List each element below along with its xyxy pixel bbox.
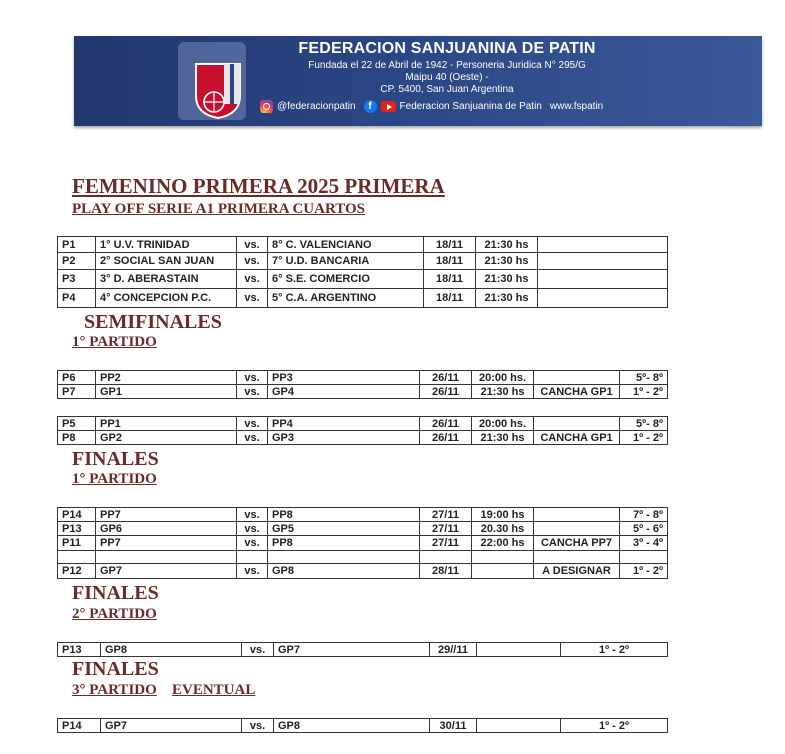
empty-cell xyxy=(538,289,668,308)
vs-label: vs. xyxy=(237,431,268,445)
home-team: GP6 xyxy=(96,522,237,536)
away-team: 8° C. VALENCIANO xyxy=(268,237,424,253)
match-time: 20.30 hs xyxy=(472,522,534,536)
home-team: 2° SOCIAL SAN JUAN xyxy=(96,253,237,270)
match-venue: CANCHA GP1 xyxy=(534,431,620,445)
match-id: P12 xyxy=(58,564,96,579)
home-team: PP2 xyxy=(96,371,237,385)
away-team: GP8 xyxy=(274,719,430,733)
away-team: PP8 xyxy=(268,508,420,522)
match-date: 29//11 xyxy=(430,643,477,657)
finales-1-heading: FINALES xyxy=(72,448,159,470)
table-row xyxy=(58,289,668,308)
match-venue xyxy=(534,522,620,536)
home-team: 1° U.V. TRINIDAD xyxy=(96,237,237,253)
vs-label: vs. xyxy=(237,371,268,385)
vs-label: vs. xyxy=(237,508,268,522)
match-places: 5º- 8º xyxy=(620,371,668,385)
match-date: 18/11 xyxy=(424,253,476,270)
federation-title: FEDERACION SANJUANINA DE PATIN xyxy=(298,40,596,57)
vs-label: vs. xyxy=(237,536,268,551)
home-team: PP7 xyxy=(96,536,237,551)
match-venue: A DESIGNAR xyxy=(534,564,620,579)
match-places: 5º- 8º xyxy=(620,417,668,431)
table-row xyxy=(58,417,668,431)
away-team: PP3 xyxy=(268,371,420,385)
match-id: P1 xyxy=(58,237,96,253)
away-team: GP3 xyxy=(268,431,420,445)
vs-label: vs. xyxy=(237,522,268,536)
table-row xyxy=(58,253,668,270)
away-team: GP5 xyxy=(268,522,420,536)
match-date: 27/11 xyxy=(420,508,472,522)
match-date: 26/11 xyxy=(420,431,472,445)
away-team: GP7 xyxy=(274,643,430,657)
match-time: 21:30 hs xyxy=(476,270,538,289)
match-time: 21:30 hs xyxy=(472,431,534,445)
match-time xyxy=(472,564,534,579)
match-id: P14 xyxy=(58,508,96,522)
vs-label: vs. xyxy=(237,253,268,270)
home-team: GP8 xyxy=(101,643,242,657)
finales-2-heading: FINALES xyxy=(72,582,159,604)
match-venue: CANCHA GP1 xyxy=(534,385,620,399)
home-team: PP1 xyxy=(96,417,237,431)
match-places: 5º - 6º xyxy=(620,522,668,536)
home-team: GP7 xyxy=(96,564,237,579)
table-row xyxy=(58,719,668,733)
page-title: FEMENINO PRIMERA 2025 PRIMERA xyxy=(72,174,445,198)
founding-line: Fundada el 22 de Abril de 1942 - Personeria Juridica N° 295/G xyxy=(308,60,586,71)
match-time: 21:30 hs xyxy=(476,237,538,253)
match-venue xyxy=(534,417,620,431)
empty-cell xyxy=(538,237,668,253)
table-row xyxy=(58,643,668,657)
match-id: P13 xyxy=(58,643,101,657)
match-places: 3º - 4º xyxy=(620,536,668,551)
empty-cell xyxy=(477,643,561,657)
match-time: 21:30 hs xyxy=(476,289,538,308)
semifinales-table-2 xyxy=(57,416,668,445)
finales-2-table xyxy=(57,642,668,657)
vs-label: vs. xyxy=(237,417,268,431)
match-places: 1º - 2º xyxy=(620,564,668,579)
match-places: 1º - 2º xyxy=(620,431,668,445)
match-id: P5 xyxy=(58,417,96,431)
match-date: 27/11 xyxy=(420,536,472,551)
table-row xyxy=(58,371,668,385)
semifinales-table-1 xyxy=(57,370,668,399)
match-time: 19:00 hs xyxy=(472,508,534,522)
match-id: P14 xyxy=(58,719,101,733)
table-row xyxy=(58,270,668,289)
match-date: 18/11 xyxy=(424,270,476,289)
finales-3-table xyxy=(57,718,668,733)
match-date: 26/11 xyxy=(420,385,472,399)
vs-label: vs. xyxy=(237,270,268,289)
match-id: P3 xyxy=(58,270,96,289)
fsp-logo-icon xyxy=(194,62,242,120)
away-team: 5° C.A. ARGENTINO xyxy=(268,289,424,308)
table-row-spacer xyxy=(58,551,668,564)
match-id: P4 xyxy=(58,289,96,308)
home-team: 4° CONCEPCION P.C. xyxy=(96,289,237,308)
home-team: GP2 xyxy=(96,431,237,445)
match-date: 18/11 xyxy=(424,289,476,308)
match-date: 18/11 xyxy=(424,237,476,253)
match-id: P2 xyxy=(58,253,96,270)
match-time: 22:00 hs xyxy=(472,536,534,551)
page-subtitle: PLAY OFF SERIE A1 PRIMERA CUARTOS xyxy=(72,201,365,217)
vs-label: vs. xyxy=(237,564,268,579)
table-row xyxy=(58,564,668,579)
match-places: 1º - 2º xyxy=(620,385,668,399)
match-date: 26/11 xyxy=(420,417,472,431)
away-team: 7° U.D. BANCARIA xyxy=(268,253,424,270)
match-date: 30/11 xyxy=(430,719,477,733)
match-id: P11 xyxy=(58,536,96,551)
home-team: GP1 xyxy=(96,385,237,399)
semifinales-heading: SEMIFINALES xyxy=(84,311,222,333)
finales-2-partido: 2° PARTIDO xyxy=(72,606,157,622)
youtube-icon xyxy=(381,101,396,112)
table-row xyxy=(58,522,668,536)
home-team: 3° D. ABERASTAIN xyxy=(96,270,237,289)
away-team: GP4 xyxy=(268,385,420,399)
table-row xyxy=(58,536,668,551)
instagram-handle: @federacionpatin xyxy=(277,101,356,112)
facebook-youtube-name: Federacion Sanjuanina de Patin xyxy=(399,101,542,112)
header-banner xyxy=(74,36,762,126)
facebook-icon: f xyxy=(364,100,377,113)
finales-1-table xyxy=(57,507,668,579)
match-id: P7 xyxy=(58,385,96,399)
match-places: 1º - 2º xyxy=(561,719,668,733)
vs-label: vs. xyxy=(242,719,274,733)
address-line: Maipu 40 (Oeste) - xyxy=(405,72,489,83)
empty-cell xyxy=(538,270,668,289)
table-row xyxy=(58,237,668,253)
match-venue xyxy=(534,371,620,385)
match-date: 28/11 xyxy=(420,564,472,579)
match-time: 21:30 hs xyxy=(472,385,534,399)
finales-3-eventual: EVENTUAL xyxy=(172,682,256,698)
match-places: 1º - 2º xyxy=(561,643,668,657)
match-places: 7º - 8º xyxy=(620,508,668,522)
empty-cell xyxy=(538,253,668,270)
match-time: 20:00 hs. xyxy=(472,371,534,385)
finales-3-partido: 3° PARTIDO xyxy=(72,682,157,698)
match-time: 21:30 hs xyxy=(476,253,538,270)
semifinales-partido: 1° PARTIDO xyxy=(72,334,157,350)
home-team: GP7 xyxy=(101,719,242,733)
match-id: P13 xyxy=(58,522,96,536)
away-team: PP4 xyxy=(268,417,420,431)
vs-label: vs. xyxy=(237,289,268,308)
match-date: 27/11 xyxy=(420,522,472,536)
postal-line: CP. 5400, San Juan Argentina xyxy=(380,84,514,95)
away-team: PP8 xyxy=(268,536,420,551)
match-date: 26/11 xyxy=(420,371,472,385)
website-link[interactable]: www.fspatin xyxy=(549,101,604,112)
cuartos-table xyxy=(57,236,668,308)
away-team: GP8 xyxy=(268,564,420,579)
empty-cell xyxy=(477,719,561,733)
away-team: 6° S.E. COMERCIO xyxy=(268,270,424,289)
vs-label: vs. xyxy=(237,385,268,399)
social-links xyxy=(260,100,603,113)
table-row xyxy=(58,508,668,522)
table-row xyxy=(58,431,668,445)
match-venue xyxy=(534,508,620,522)
match-time: 20:00 hs. xyxy=(472,417,534,431)
instagram-icon xyxy=(260,100,273,113)
match-venue: CANCHA PP7 xyxy=(534,536,620,551)
finales-1-partido: 1° PARTIDO xyxy=(72,471,157,487)
match-id: P6 xyxy=(58,371,96,385)
home-team: PP7 xyxy=(96,508,237,522)
vs-label: vs. xyxy=(242,643,274,657)
finales-3-heading: FINALES xyxy=(72,658,159,680)
table-row xyxy=(58,385,668,399)
match-id: P8 xyxy=(58,431,96,445)
vs-label: vs. xyxy=(237,237,268,253)
